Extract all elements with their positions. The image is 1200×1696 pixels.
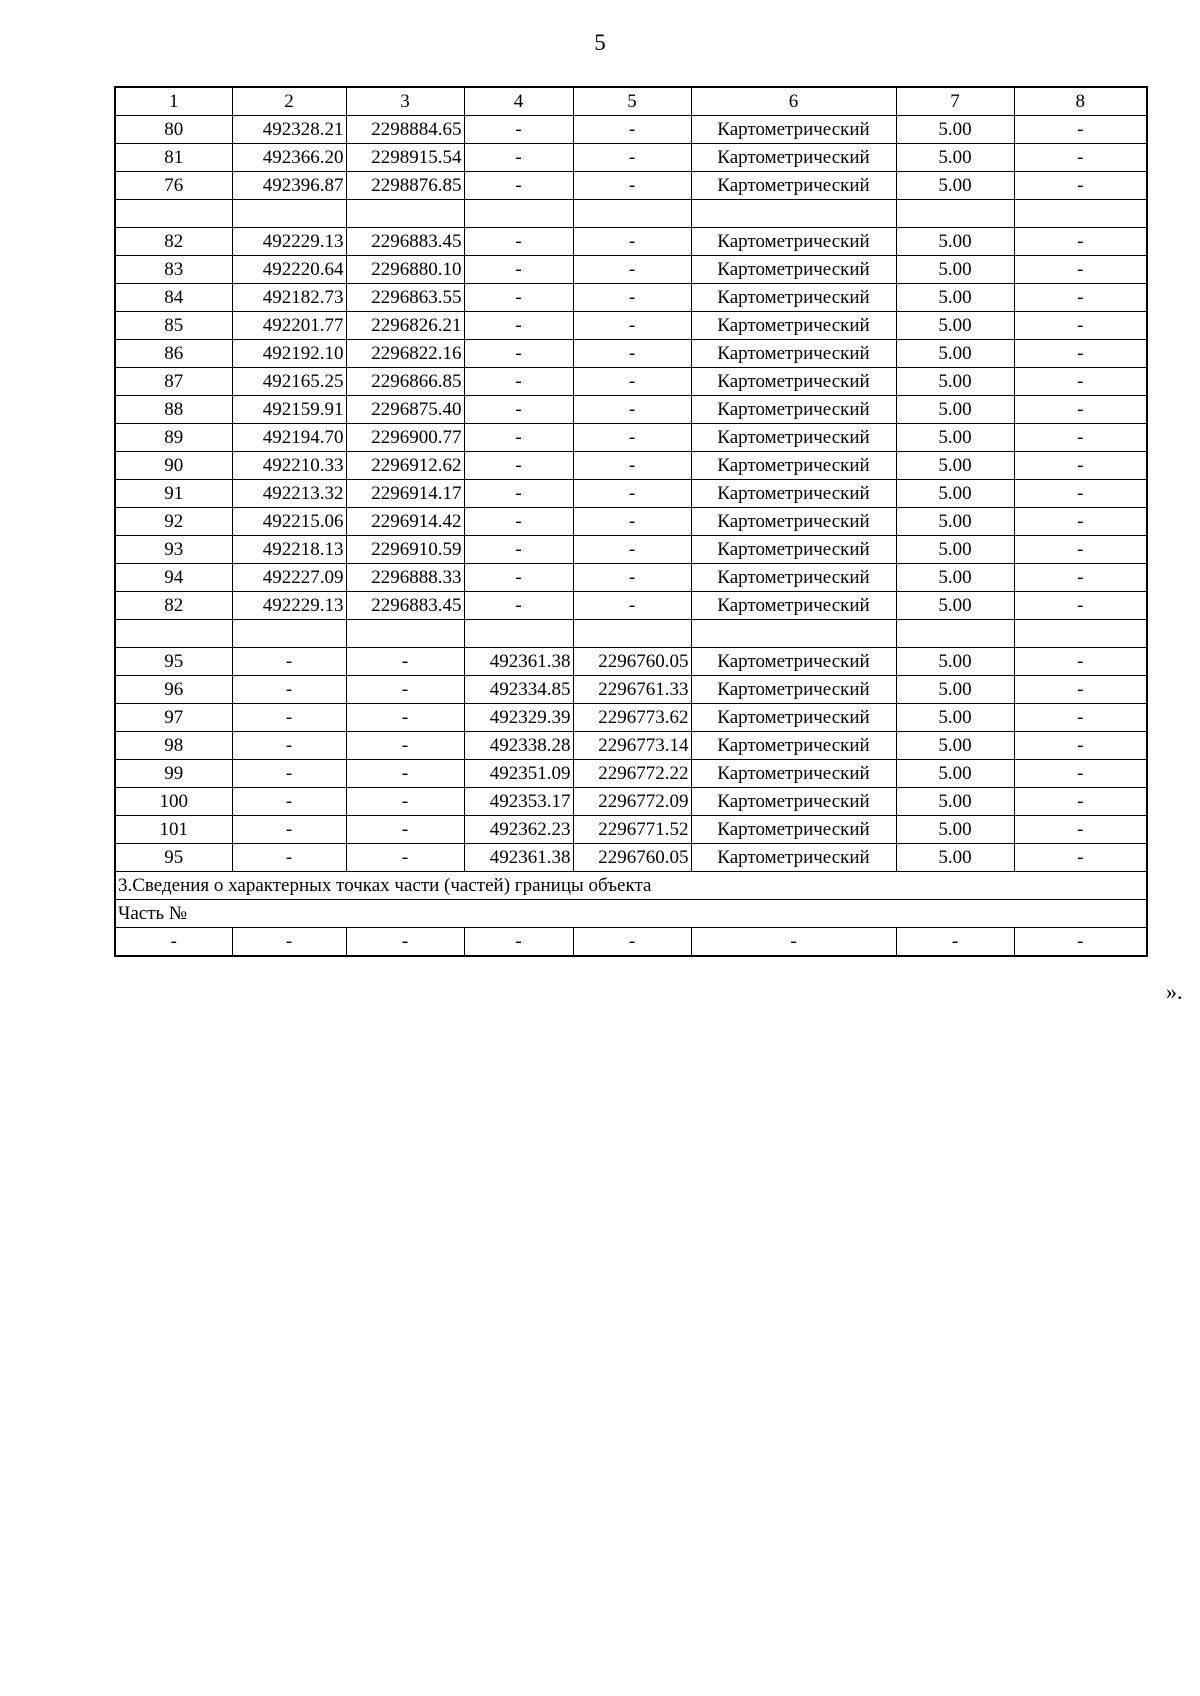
table-cell: 2296760.05 xyxy=(573,648,691,676)
header-cell: 8 xyxy=(1014,87,1147,116)
table-row xyxy=(115,508,1147,536)
table-cell: 492159.91 xyxy=(232,396,346,424)
table-cell: 5.00 xyxy=(896,676,1014,704)
blank-cell xyxy=(1014,200,1147,228)
table-cell: 5.00 xyxy=(896,536,1014,564)
table-cell: - xyxy=(1014,452,1147,480)
table-cell: - xyxy=(464,368,573,396)
table-cell: - xyxy=(573,284,691,312)
header-cell: 3 xyxy=(346,87,464,116)
table-row xyxy=(115,844,1147,872)
table-row xyxy=(115,256,1147,284)
header-cell: 1 xyxy=(115,87,232,116)
header-cell: 7 xyxy=(896,87,1014,116)
blank-cell xyxy=(573,200,691,228)
table-cell: - xyxy=(1014,396,1147,424)
table-cell: 5.00 xyxy=(896,424,1014,452)
table-row xyxy=(115,172,1147,200)
table-cell: Картометрический xyxy=(691,480,896,508)
table-cell: 2296773.62 xyxy=(573,704,691,732)
table-cell: 5.00 xyxy=(896,480,1014,508)
blank-cell xyxy=(896,200,1014,228)
table-cell: - xyxy=(1014,648,1147,676)
table-cell: 5.00 xyxy=(896,284,1014,312)
table-cell: 492334.85 xyxy=(464,676,573,704)
table-cell: 2296914.42 xyxy=(346,508,464,536)
table-cell: - xyxy=(573,256,691,284)
table-cell: - xyxy=(346,844,464,872)
table-cell: 2296883.45 xyxy=(346,228,464,256)
table-cell: - xyxy=(573,368,691,396)
table-cell: - xyxy=(1014,284,1147,312)
table-cell: - xyxy=(115,928,232,957)
table-cell: - xyxy=(1014,564,1147,592)
blank-cell xyxy=(115,620,232,648)
table-body xyxy=(115,87,1147,956)
table-cell: 492215.06 xyxy=(232,508,346,536)
table-cell: 2296900.77 xyxy=(346,424,464,452)
blank-cell xyxy=(346,200,464,228)
table-cell: - xyxy=(346,760,464,788)
table-cell: Картометрический xyxy=(691,284,896,312)
table-cell: - xyxy=(464,480,573,508)
table-cell: 5.00 xyxy=(896,368,1014,396)
table-cell: 492328.21 xyxy=(232,116,346,144)
table-cell: 492361.38 xyxy=(464,844,573,872)
table-cell: - xyxy=(346,816,464,844)
table-cell: 86 xyxy=(115,340,232,368)
table-cell: - xyxy=(464,116,573,144)
table-cell: 492194.70 xyxy=(232,424,346,452)
table-cell: - xyxy=(464,340,573,368)
table-cell: 95 xyxy=(115,844,232,872)
table-cell: 96 xyxy=(115,676,232,704)
table-cell: - xyxy=(464,396,573,424)
table-cell: 101 xyxy=(115,816,232,844)
table-cell: 2298915.54 xyxy=(346,144,464,172)
table-cell: - xyxy=(232,844,346,872)
table-cell: 5.00 xyxy=(896,144,1014,172)
table-cell: 492338.28 xyxy=(464,732,573,760)
table-row xyxy=(115,704,1147,732)
table-cell: 83 xyxy=(115,256,232,284)
table-cell: - xyxy=(1014,228,1147,256)
table-cell: - xyxy=(1014,368,1147,396)
table-cell: 5.00 xyxy=(896,452,1014,480)
table-cell: Картометрический xyxy=(691,788,896,816)
table-row xyxy=(115,732,1147,760)
table-cell: - xyxy=(1014,760,1147,788)
table-cell: - xyxy=(346,928,464,957)
table-cell: - xyxy=(464,928,573,957)
table-cell: Картометрический xyxy=(691,760,896,788)
table-cell: - xyxy=(232,676,346,704)
table-cell: 2296880.10 xyxy=(346,256,464,284)
table-cell: 5.00 xyxy=(896,732,1014,760)
table-cell: 492213.32 xyxy=(232,480,346,508)
table-cell: 492366.20 xyxy=(232,144,346,172)
table-cell: Картометрический xyxy=(691,368,896,396)
blank-cell xyxy=(691,620,896,648)
table-cell: - xyxy=(573,312,691,340)
table-cell: Картометрический xyxy=(691,396,896,424)
table-cell: Картометрический xyxy=(691,536,896,564)
table-cell: - xyxy=(1014,536,1147,564)
table-cell: - xyxy=(464,564,573,592)
table-cell: - xyxy=(896,928,1014,957)
header-cell: 5 xyxy=(573,87,691,116)
blank-cell xyxy=(691,200,896,228)
table-cell: 5.00 xyxy=(896,396,1014,424)
table-cell: - xyxy=(464,228,573,256)
table-cell: - xyxy=(464,508,573,536)
blank-cell xyxy=(115,200,232,228)
table-cell: 82 xyxy=(115,228,232,256)
table-cell: - xyxy=(573,396,691,424)
table-cell: 88 xyxy=(115,396,232,424)
table-cell: 87 xyxy=(115,368,232,396)
table-cell: - xyxy=(1014,732,1147,760)
table-cell: 84 xyxy=(115,284,232,312)
table-cell: - xyxy=(464,424,573,452)
table-cell: 2296910.59 xyxy=(346,536,464,564)
table-cell: 90 xyxy=(115,452,232,480)
table-cell: 85 xyxy=(115,312,232,340)
table-cell: 2296912.62 xyxy=(346,452,464,480)
table-cell: - xyxy=(1014,592,1147,620)
table-cell: - xyxy=(232,760,346,788)
table-cell: 492353.17 xyxy=(464,788,573,816)
part-label: Часть № xyxy=(115,900,1147,928)
table-cell: Картометрический xyxy=(691,816,896,844)
table-row xyxy=(115,676,1147,704)
table-row xyxy=(115,480,1147,508)
table-cell: 5.00 xyxy=(896,172,1014,200)
table-cell: - xyxy=(573,508,691,536)
table-cell: - xyxy=(232,928,346,957)
table-cell: Картометрический xyxy=(691,648,896,676)
table-cell: - xyxy=(1014,480,1147,508)
table-cell: - xyxy=(1014,172,1147,200)
table-row xyxy=(115,452,1147,480)
table-cell: 2296826.21 xyxy=(346,312,464,340)
table-cell: Картометрический xyxy=(691,844,896,872)
table-cell: - xyxy=(573,424,691,452)
blank-cell xyxy=(464,200,573,228)
table-cell: 492351.09 xyxy=(464,760,573,788)
table-cell: - xyxy=(1014,676,1147,704)
table-cell: - xyxy=(464,172,573,200)
table-cell: Картометрический xyxy=(691,424,896,452)
table-cell: 2296888.33 xyxy=(346,564,464,592)
table-row xyxy=(115,228,1147,256)
table-cell: - xyxy=(573,480,691,508)
table-row xyxy=(115,284,1147,312)
table-cell: 492210.33 xyxy=(232,452,346,480)
table-cell: 2296866.85 xyxy=(346,368,464,396)
table-cell: 5.00 xyxy=(896,704,1014,732)
table-cell: 81 xyxy=(115,144,232,172)
header-cell: 4 xyxy=(464,87,573,116)
table-cell: - xyxy=(1014,508,1147,536)
table-cell: 2296760.05 xyxy=(573,844,691,872)
table-cell: - xyxy=(232,648,346,676)
closing-quote-mark: ». xyxy=(1166,979,1183,1004)
table-cell: - xyxy=(573,928,691,957)
table-cell: - xyxy=(232,788,346,816)
table-cell: 492192.10 xyxy=(232,340,346,368)
table-cell: - xyxy=(232,816,346,844)
table-cell: - xyxy=(464,592,573,620)
table-cell: 98 xyxy=(115,732,232,760)
table-row xyxy=(115,396,1147,424)
table-cell: 5.00 xyxy=(896,648,1014,676)
table-cell: 492201.77 xyxy=(232,312,346,340)
table-cell: 2296875.40 xyxy=(346,396,464,424)
table-row xyxy=(115,312,1147,340)
table-row xyxy=(115,592,1147,620)
table-row xyxy=(115,648,1147,676)
table-cell: - xyxy=(1014,340,1147,368)
table-cell: 2296883.45 xyxy=(346,592,464,620)
table-cell: Картометрический xyxy=(691,592,896,620)
table-cell: Картометрический xyxy=(691,228,896,256)
table-cell: - xyxy=(573,536,691,564)
blank-cell xyxy=(896,620,1014,648)
table-cell: - xyxy=(346,676,464,704)
table-cell: 5.00 xyxy=(896,508,1014,536)
table-cell: 492396.87 xyxy=(232,172,346,200)
table-cell: 2296772.09 xyxy=(573,788,691,816)
table-cell: - xyxy=(464,144,573,172)
table-cell: 492361.38 xyxy=(464,648,573,676)
table-cell: 492220.64 xyxy=(232,256,346,284)
table-row xyxy=(115,116,1147,144)
table-cell: - xyxy=(232,704,346,732)
table-cell: - xyxy=(464,536,573,564)
table-cell: 5.00 xyxy=(896,228,1014,256)
table-row xyxy=(115,368,1147,396)
header-cell: 2 xyxy=(232,87,346,116)
blank-cell xyxy=(464,620,573,648)
section-title-row xyxy=(115,872,1147,900)
table-cell: 5.00 xyxy=(896,340,1014,368)
table-cell: 92 xyxy=(115,508,232,536)
table-cell: - xyxy=(691,928,896,957)
table-cell: 82 xyxy=(115,592,232,620)
part-data-row xyxy=(115,928,1147,957)
table-cell: 89 xyxy=(115,424,232,452)
table-cell: 492165.25 xyxy=(232,368,346,396)
table-row xyxy=(115,788,1147,816)
blank-separator-row xyxy=(115,200,1147,228)
table-cell: 2298884.65 xyxy=(346,116,464,144)
table-cell: - xyxy=(573,452,691,480)
header-cell: 6 xyxy=(691,87,896,116)
table-cell: - xyxy=(1014,312,1147,340)
table-cell: - xyxy=(573,564,691,592)
table-cell: Картометрический xyxy=(691,172,896,200)
table-cell: - xyxy=(1014,844,1147,872)
table-cell: 492229.13 xyxy=(232,228,346,256)
table-cell: - xyxy=(1014,816,1147,844)
table-cell: 5.00 xyxy=(896,564,1014,592)
table-cell: 2296771.52 xyxy=(573,816,691,844)
table-cell: - xyxy=(346,788,464,816)
table-cell: - xyxy=(573,172,691,200)
table-cell: Картометрический xyxy=(691,144,896,172)
table-cell: - xyxy=(464,452,573,480)
table-cell: - xyxy=(573,116,691,144)
part-label-row xyxy=(115,900,1147,928)
table-cell: - xyxy=(346,648,464,676)
table-cell: - xyxy=(573,228,691,256)
page-number: 5 xyxy=(594,30,606,55)
table-cell: Картометрический xyxy=(691,312,896,340)
table-cell: 93 xyxy=(115,536,232,564)
table-cell: 2296822.16 xyxy=(346,340,464,368)
table-row xyxy=(115,536,1147,564)
table-cell: - xyxy=(464,256,573,284)
table-row xyxy=(115,144,1147,172)
table-cell: 492229.13 xyxy=(232,592,346,620)
table-cell: - xyxy=(573,340,691,368)
table-cell: Картометрический xyxy=(691,256,896,284)
table-cell: Картометрический xyxy=(691,676,896,704)
table-cell: - xyxy=(464,312,573,340)
table-cell: 5.00 xyxy=(896,312,1014,340)
table-cell: - xyxy=(1014,788,1147,816)
table-row xyxy=(115,564,1147,592)
table-cell: Картометрический xyxy=(691,340,896,368)
table-cell: 5.00 xyxy=(896,844,1014,872)
blank-cell xyxy=(1014,620,1147,648)
table-cell: 97 xyxy=(115,704,232,732)
table-cell: - xyxy=(464,284,573,312)
blank-cell xyxy=(232,620,346,648)
table-row xyxy=(115,816,1147,844)
table-cell: 94 xyxy=(115,564,232,592)
table-cell: Картометрический xyxy=(691,452,896,480)
table-cell: 2296773.14 xyxy=(573,732,691,760)
blank-separator-row xyxy=(115,620,1147,648)
table-cell: Картометрический xyxy=(691,704,896,732)
blank-cell xyxy=(232,200,346,228)
table-cell: - xyxy=(346,704,464,732)
table-cell: 80 xyxy=(115,116,232,144)
table-cell: - xyxy=(573,144,691,172)
table-cell: 99 xyxy=(115,760,232,788)
table-cell: 492329.39 xyxy=(464,704,573,732)
table-cell: Картометрический xyxy=(691,116,896,144)
table-cell: 5.00 xyxy=(896,788,1014,816)
table-cell: 492182.73 xyxy=(232,284,346,312)
blank-cell xyxy=(346,620,464,648)
table-cell: - xyxy=(1014,704,1147,732)
table-cell: Картометрический xyxy=(691,508,896,536)
table-cell: 5.00 xyxy=(896,592,1014,620)
table-row xyxy=(115,340,1147,368)
table-row xyxy=(115,760,1147,788)
table-cell: - xyxy=(1014,144,1147,172)
table-cell: 492362.23 xyxy=(464,816,573,844)
table-cell: 5.00 xyxy=(896,816,1014,844)
table-cell: 2296863.55 xyxy=(346,284,464,312)
table-cell: 91 xyxy=(115,480,232,508)
table-cell: - xyxy=(1014,256,1147,284)
table-cell: 2296772.22 xyxy=(573,760,691,788)
table-cell: 5.00 xyxy=(896,116,1014,144)
section-title: 3.Сведения о характерных точках части (частей) границы объекта xyxy=(115,872,1147,900)
table-cell: 492227.09 xyxy=(232,564,346,592)
table-cell: 2296761.33 xyxy=(573,676,691,704)
table-cell: 492218.13 xyxy=(232,536,346,564)
header-row xyxy=(115,87,1147,116)
table-cell: 2298876.85 xyxy=(346,172,464,200)
table-cell: 95 xyxy=(115,648,232,676)
table-cell: Картометрический xyxy=(691,732,896,760)
table-cell: 5.00 xyxy=(896,256,1014,284)
table-cell: 2296914.17 xyxy=(346,480,464,508)
table-cell: - xyxy=(1014,928,1147,957)
coordinates-table xyxy=(114,86,1148,957)
table-cell: 100 xyxy=(115,788,232,816)
table-cell: - xyxy=(346,732,464,760)
table-cell: Картометрический xyxy=(691,564,896,592)
table-cell: - xyxy=(573,592,691,620)
table-cell: - xyxy=(232,732,346,760)
table-cell: - xyxy=(1014,116,1147,144)
table-cell: 5.00 xyxy=(896,760,1014,788)
table-cell: - xyxy=(1014,424,1147,452)
table-cell: 76 xyxy=(115,172,232,200)
blank-cell xyxy=(573,620,691,648)
table-row xyxy=(115,424,1147,452)
